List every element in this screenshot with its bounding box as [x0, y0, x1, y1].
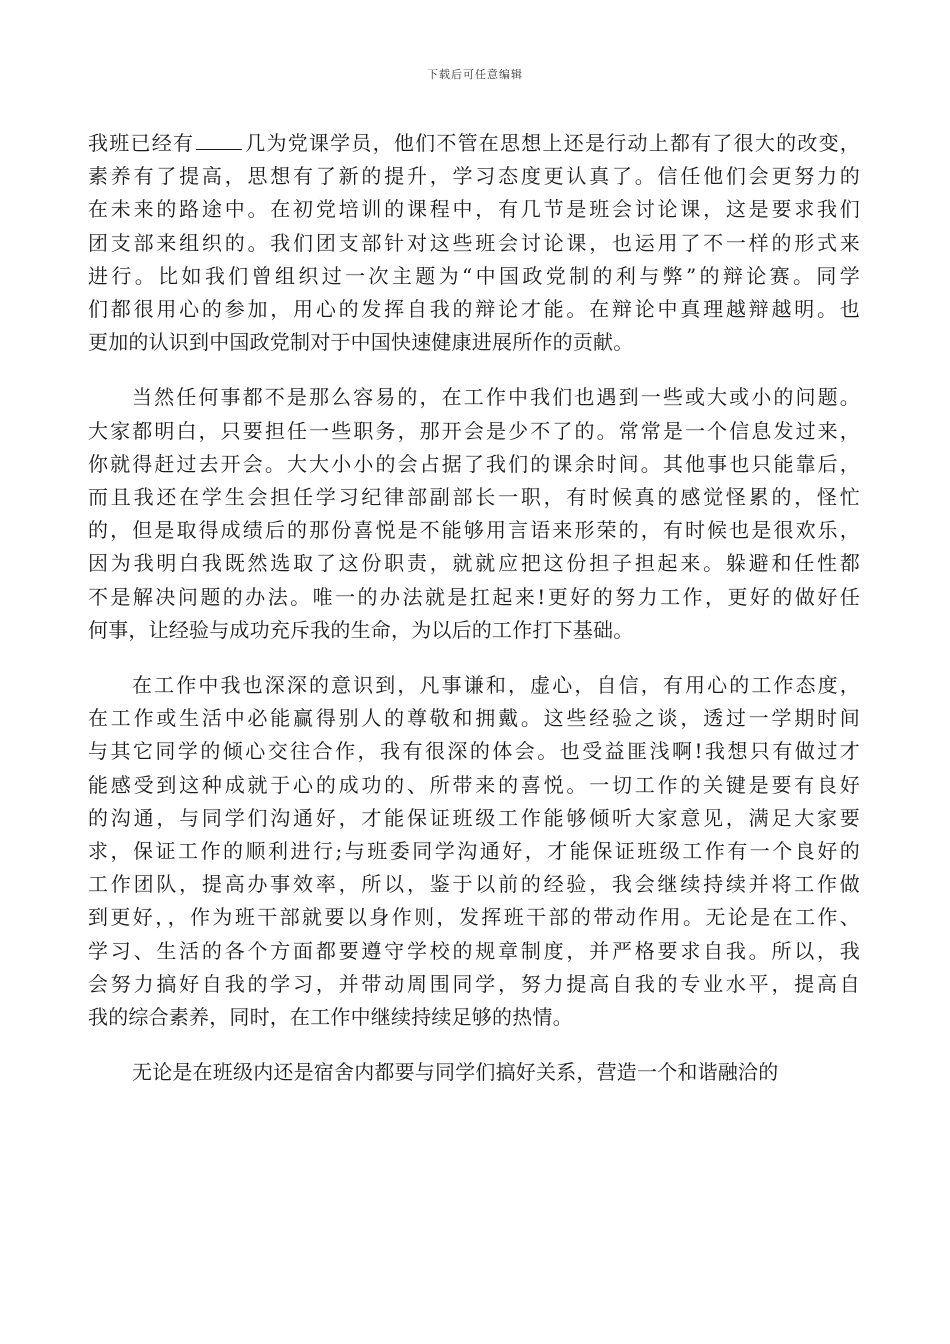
text-line: [88, 935, 860, 968]
text-segment: 们都很用心的参加，用心的发挥自我的辩论才能。在辩论中真理越辩越明。也: [88, 297, 860, 322]
paragraph: [88, 127, 860, 359]
text-segment: 何事，让经验与成功充斥我的生命，为以后的工作打下基础。: [88, 617, 634, 642]
page-header: 下载后可任意编辑: [427, 68, 523, 81]
text-segment: 的，但是取得成绩后的那份喜悦是不能够用言语来形荣的，有时候也是很欢乐，: [88, 518, 860, 543]
text-line: [88, 448, 860, 481]
text-line: [88, 127, 860, 160]
text-segment: 在工作中我也深深的意识到，凡事谦和，虚心，自信，有用心的工作态度，: [132, 673, 860, 698]
text-line: [88, 514, 860, 547]
text-line: [88, 260, 860, 293]
text-line: [88, 835, 860, 868]
fill-in-blank: [196, 131, 242, 150]
text-segment: 我班已经有: [88, 131, 195, 155]
text-segment: 而且我还在学生会担任学习纪律部副部长一职，有时候真的感觉怪累的，怪忙: [88, 485, 860, 510]
text-line: [88, 581, 860, 614]
text-line: [88, 1001, 860, 1034]
document-body: [88, 127, 860, 1111]
text-segment: 团支部来组织的。我们团支部针对这些班会讨论课，也运用了不一样的形式来: [88, 230, 860, 255]
text-segment: 不是解决问题的办法。唯一的办法就是扛起来!更好的努力工作，更好的做好任: [88, 584, 860, 609]
text-line: [88, 1056, 860, 1089]
text-segment: 你就得赶过去开会。大大小小的会占据了我们的课余时间。其他事也只能靠后，: [88, 451, 860, 476]
paragraph: [88, 669, 860, 1034]
text-segment: 更加的认识到中国政党制对于中国快速健康进展所作的贡献。: [88, 330, 634, 355]
text-line: [88, 702, 860, 735]
text-line: [88, 481, 860, 514]
text-segment: 几为党课学员，他们不管在思想上还是行动上都有了很大的改变，: [244, 131, 860, 155]
text-line: [88, 614, 860, 647]
text-segment: 求，保证工作的顺利进行;与班委同学沟通好，才能保证班级工作有一个良好的: [88, 839, 860, 864]
text-segment: 能感受到这种成就于心的成功的、所带来的喜悦。一切工作的关键是要有良好: [88, 772, 860, 797]
text-line: [88, 868, 860, 901]
text-segment: 大家都明白，只要担任一些职务，那开会是少不了的。常常是一个信息发过来，: [88, 418, 860, 443]
text-segment: 到更好，，作为班干部就要以身作则，发挥班干部的带动作用。无论是在工作、: [88, 905, 860, 930]
text-segment: 素养有了提高，思想有了新的提升，学习态度更认真了。信任他们会更努力的: [88, 164, 860, 189]
text-line: [88, 669, 860, 702]
text-segment: 进行。比如我们曾组织过一次主题为“中国政党制的利与弊”的辩论赛。同学: [88, 263, 860, 288]
text-segment: 无论是在班级内还是宿舍内都要与同学们搞好关系，营造一个和谐融洽的: [132, 1060, 779, 1085]
paragraph: [88, 1056, 860, 1089]
text-line: [88, 381, 860, 414]
text-segment: 与其它同学的倾心交往合作，我有很深的体会。也受益匪浅啊!我想只有做过才: [88, 739, 860, 764]
text-line: [88, 326, 860, 359]
text-line: [88, 227, 860, 260]
text-line: [88, 901, 860, 934]
text-line: [88, 193, 860, 226]
text-segment: 的沟通，与同学们沟通好，才能保证班级工作能够倾听大家意见，满足大家要: [88, 805, 860, 830]
text-segment: 我的综合素养，同时，在工作中继续持续足够的热情。: [88, 1005, 573, 1030]
text-line: [88, 769, 860, 802]
text-segment: 会努力搞好自我的学习，并带动周围同学，努力提高自我的专业水平，提高自: [88, 971, 860, 996]
text-line: [88, 547, 860, 580]
text-line: [88, 415, 860, 448]
text-segment: 因为我明白我既然选取了这份职责，就就应把这份担子担起来。躲避和任性都: [88, 551, 860, 576]
text-line: [88, 802, 860, 835]
text-line: [88, 293, 860, 326]
text-segment: 工作团队，提高办事效率，所以，鉴于以前的经验，我会继续持续并将工作做: [88, 872, 860, 897]
text-segment: 学习、生活的各个方面都要遵守学校的规章制度，并严格要求自我。所以，我: [88, 938, 860, 963]
text-line: [88, 160, 860, 193]
text-segment: 在未来的路途中。在初党培训的课程中，有几节是班会讨论课，这是要求我们: [88, 197, 860, 222]
text-line: [88, 735, 860, 768]
text-segment: 在工作或生活中必能赢得别人的尊敬和拥戴。这些经验之谈，透过一学期时间: [88, 706, 860, 731]
text-line: [88, 968, 860, 1001]
paragraph: [88, 381, 860, 647]
text-segment: 当然任何事都不是那么容易的，在工作中我们也遇到一些或大或小的问题。: [132, 385, 860, 410]
